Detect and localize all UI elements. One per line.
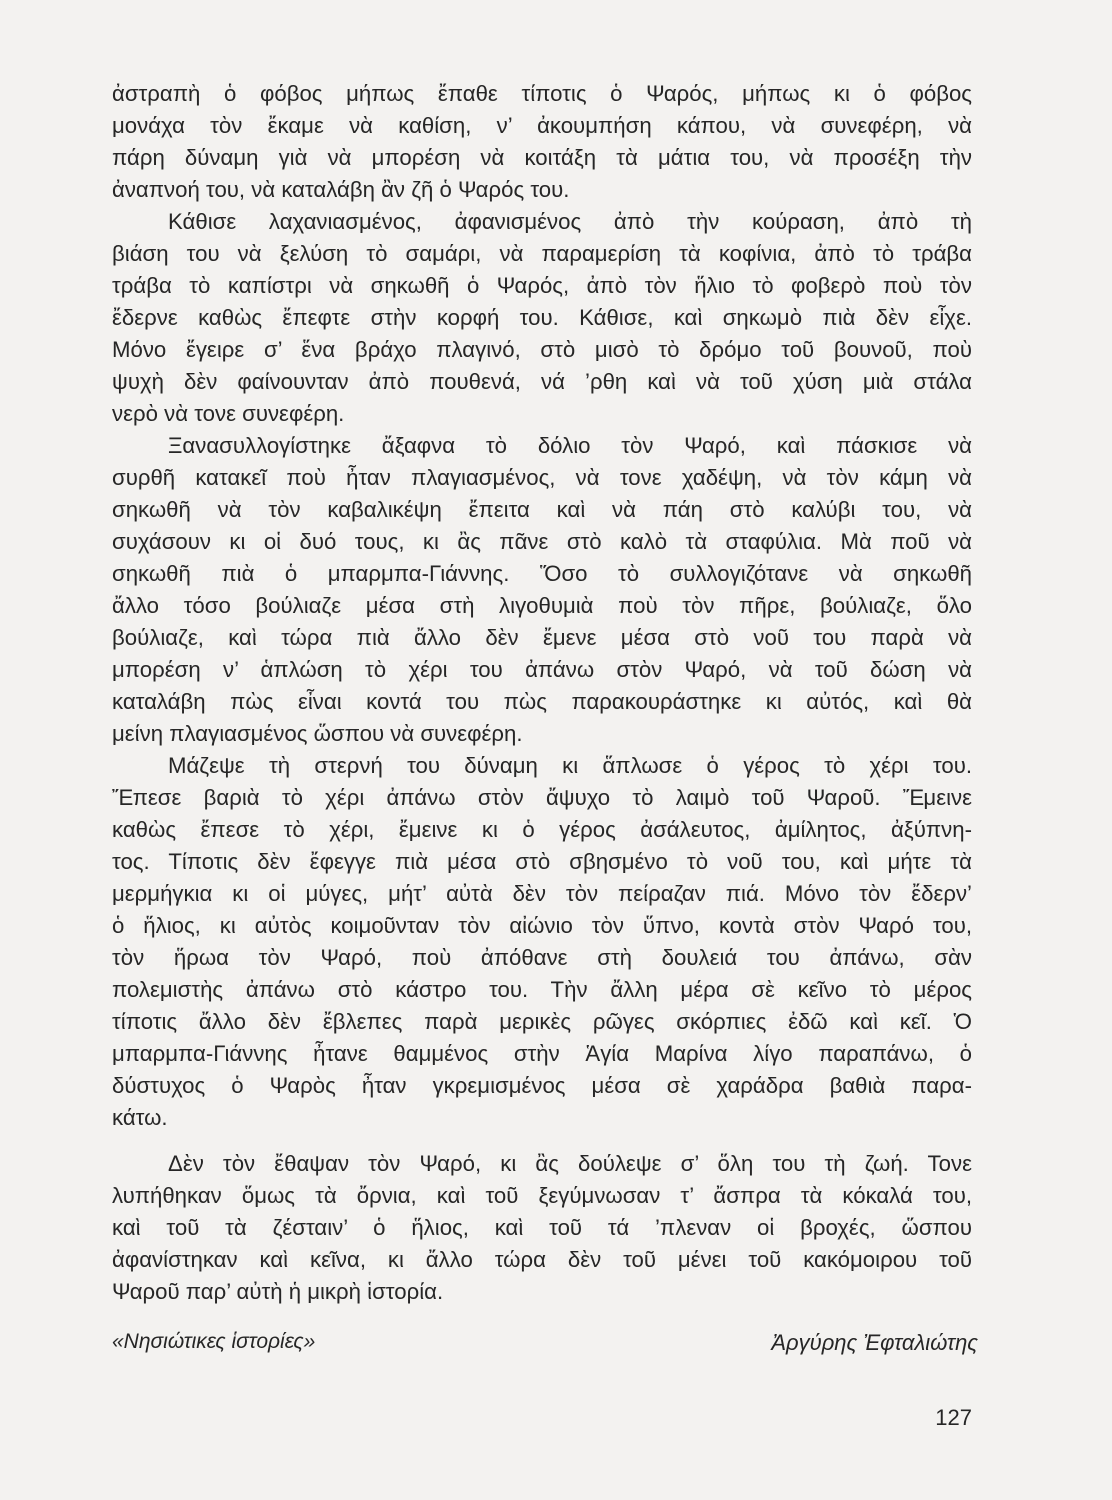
paragraph [112, 430, 972, 750]
text-line: Ἔπεσε βαριὰ τὸ χέρι ἀπάνω στὸν ἄψυχο τὸ λαιμὸ τοῦ Ψαροῦ. Ἔμεινε [112, 785, 972, 810]
text-line: πάρη δύναμη γιὰ νὰ μπορέση νὰ κοιτάξη τὰ μάτια του, νὰ προσέξη τὴν [112, 145, 972, 170]
text-line: δύστυχος ὁ Ψαρὸς ἦταν γκρεμισμένος μέσα σὲ χαράδρα βαθιὰ παρα- [112, 1073, 972, 1098]
text-line: τὸν ἥρωα τὸν Ψαρό, ποὺ ἀπόθανε στὴ δουλειά του ἀπάνω, σὰν [112, 945, 972, 970]
text-line: μπαρμπα-Γιάννης ἦτανε θαμμένος στὴν Ἁγία Μαρίνα λίγο παραπάνω, ὁ [112, 1041, 972, 1066]
text-line: τράβα τὸ καπίστρι νὰ σηκωθῆ ὁ Ψαρός, ἀπὸ τὸν ἥλιο τὸ φοβερὸ ποὺ τὸν [112, 273, 972, 298]
text-line: μείνη πλαγιασμένος ὥσπου νὰ συνεφέρη. [112, 721, 523, 746]
author-name: Ἀργύρης Ἐφταλιώτης [771, 1330, 978, 1355]
text-line: σηκωθῆ νὰ τὸν καβαλικέψη ἔπειτα καὶ νὰ πάη στὸ καλύβι του, νὰ [112, 497, 972, 522]
text-line: μονάχα τὸν ἔκαμε νὰ καθίση, ν’ ἀκουμπήση κάπου, νὰ συνεφέρη, νὰ [112, 113, 972, 138]
text-line: καταλάβη πὼς εἶναι κοντά του πὼς παρακουράστηκε κι αὐτός, καὶ θὰ [112, 689, 972, 714]
text-line: συρθῆ κατακεῖ ποὺ ἦταν πλαγιασμένος, νὰ τονε χαδέψη, νὰ τὸν κάμη νὰ [112, 465, 972, 490]
text-line: καὶ τοῦ τὰ ζέσταιν’ ὁ ἥλιος, καὶ τοῦ τά ’πλεναν οἱ βροχές, ὥσπου [112, 1215, 972, 1240]
text-line: σηκωθῆ πιὰ ὁ μπαρμπα-Γιάννης. Ὅσο τὸ συλλογιζότανε νὰ σηκωθῆ [112, 561, 972, 586]
text-line: βιάση του νὰ ξελύση τὸ σαμάρι, νὰ παραμερίση τὰ κοφίνια, ἀπὸ τὸ τράβα [112, 241, 972, 266]
story-text [112, 78, 972, 1308]
text-line: πολεμιστὴς ἀπάνω στὸ κάστρο του. Τὴν ἄλλη μέρα σὲ κεῖνο τὸ μέρος [112, 977, 972, 1002]
text-line: μερμήγκια κι οἱ μύγες, μήτ’ αὐτὰ δὲν τὸν πείραζαν πιά. Μόνο τὸν ἔδερν’ [112, 881, 972, 906]
text-line: ἄλλο τόσο βούλιαζε μέσα στὴ λιγοθυμιὰ ποὺ τὸν πῆρε, βούλιαζε, ὅλο [112, 593, 972, 618]
source-title: «Νησιώτικες ἱστορίες» [112, 1330, 316, 1353]
text-line: Ξανασυλλογίστηκε ἄξαφνα τὸ δόλιο τὸν Ψαρό, καὶ πάσκισε νὰ [168, 433, 972, 458]
text-line: νερὸ νὰ τονε συνεφέρη. [112, 401, 345, 426]
text-line: ψυχὴ δὲν φαίνουνταν ἀπὸ πουθενά, νά ’ρθη καὶ νὰ τοῦ χύση μιὰ στάλα [112, 369, 972, 394]
page-number: 127 [935, 1405, 972, 1430]
text-line: ἀφανίστηκαν καὶ κεῖνα, κι ἄλλο τώρα δὲν τοῦ μένει τοῦ κακόμοιρου τοῦ [112, 1247, 972, 1272]
text-line: Κάθισε λαχανιασμένος, ἀφανισμένος ἀπὸ τὴν κούραση, ἀπὸ τὴ [168, 209, 972, 234]
paragraph [112, 78, 972, 206]
text-line: Ψαροῦ παρ’ αὐτὴ ἡ μικρὴ ἱστορία. [112, 1279, 444, 1304]
text-line: συχάσουν κι οἱ δυό τους, κι ἂς πᾶνε στὸ καλὸ τὰ σταφύλια. Μὰ ποῦ νὰ [112, 529, 972, 554]
text-line: Δὲν τὸν ἔθαψαν τὸν Ψαρό, κι ἂς δούλεψε σ’ ὅλη του τὴ ζωή. Τονε [168, 1151, 972, 1176]
text-line: ἀναπνοή του, νὰ καταλάβη ἂν ζῆ ὁ Ψαρός του. [112, 177, 570, 202]
text-line: κάτω. [112, 1105, 168, 1130]
text-line: λυπήθηκαν ὅμως τὰ ὄρνια, καὶ τοῦ ξεγύμνωσαν τ’ ἄσπρα τὰ κόκαλά του, [112, 1183, 972, 1208]
text-line: βούλιαζε, καὶ τώρα πιὰ ἄλλο δὲν ἔμενε μέσα στὸ νοῦ του παρὰ νὰ [112, 625, 972, 650]
text-line: ἔδερνε καθὼς ἔπεφτε στὴν κορφή του. Κάθισε, καὶ σηκωμὸ πιὰ δὲν εἶχε. [112, 305, 972, 330]
paragraph [112, 750, 972, 1134]
text-line: καθὼς ἔπεσε τὸ χέρι, ἔμεινε κι ὁ γέρος ἀσάλευτος, ἀμίλητος, ἀξύπνη- [112, 817, 972, 842]
text-line: ἀστραπὴ ὁ φόβος μήπως ἔπαθε τίποτις ὁ Ψαρός, μήπως κι ὁ φόβος [112, 81, 972, 106]
text-line: μπορέση ν’ ἁπλώση τὸ χέρι του ἀπάνω στὸν Ψαρό, νὰ τοῦ δώση νὰ [112, 657, 972, 682]
text-line: Μόνο ἔγειρε σ’ ἕνα βράχο πλαγινό, στὸ μισὸ τὸ δρόμο τοῦ βουνοῦ, ποὺ [112, 337, 972, 362]
text-line: τίποτις ἄλλο δὲν ἔβλεπες παρὰ μερικὲς ρῶγες σκόρπιες ἐδῶ καὶ κεῖ. Ὁ [112, 1009, 972, 1034]
paragraph [112, 1148, 972, 1308]
text-line: τος. Τίποτις δὲν ἔφεγγε πιὰ μέσα στὸ σβησμένο τὸ νοῦ του, καὶ μήτε τὰ [112, 849, 972, 874]
text-line: Μάζεψε τὴ στερνή του δύναμη κι ἅπλωσε ὁ γέρος τὸ χέρι του. [168, 753, 972, 778]
text-line: ὁ ἥλιος, κι αὐτὸς κοιμοῦνταν τὸν αἰώνιο τὸν ὕπνο, κοντὰ στὸν Ψαρό του, [112, 913, 972, 938]
paragraph [112, 206, 972, 430]
